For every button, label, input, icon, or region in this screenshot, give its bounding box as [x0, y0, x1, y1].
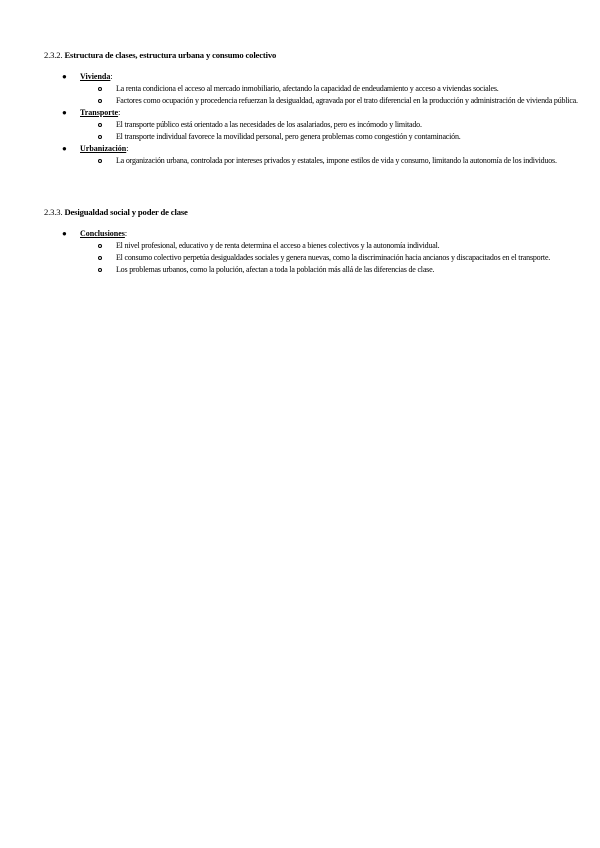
list-item: ● Vivienda: La renta condiciona el acceso al mercado inmobiliario, afectando la capacidad de endeudamiento y acceso a viviendas sociales. Factores como ocupación y procedencia refuerzan la desigualdad, agravada por el trato diferencial en la producción y administración de vivienda pública. — [44, 71, 584, 107]
sub-list-item — [80, 119, 584, 131]
sub-list-item — [80, 131, 584, 143]
list-item-term: Transporte — [80, 108, 119, 117]
circle-bullet-icon — [98, 268, 102, 272]
circle-bullet-icon — [98, 159, 102, 163]
bullet-icon: ● — [62, 108, 67, 117]
section-2-3-2 — [44, 49, 584, 167]
sub-list-item-text: La renta condiciona el acceso al mercado inmobiliario, afectando la capacidad de endeudamiento y acceso a viviendas sociales. — [116, 84, 499, 93]
sub-list-item-text: Los problemas urbanos, como la polución, afectan a toda la población más allá de las diferencias de clase. — [116, 265, 435, 274]
section-heading — [44, 49, 584, 61]
section-title: Estructura de clases, estructura urbana y consumo colectivo — [64, 50, 277, 60]
sub-list-item-text: El nivel profesional, educativo y de renta determina el acceso a bienes colectivos y la autonomía individual. — [116, 241, 440, 250]
sub-list-item-text: Factores como ocupación y procedencia refuerzan la desigualdad, agravada por el trato diferencial en la producción y administración de vivienda pública. — [116, 96, 578, 105]
section-2-3-3 — [44, 206, 584, 276]
sub-list-item — [80, 264, 584, 276]
sub-list-item-text: El consumo colectivo perpetúa desigualdades sociales y genera nuevas, como la discriminación hacia ancianos y discapacitados en el transporte. — [116, 253, 551, 262]
bullet-list — [44, 228, 584, 276]
sub-list-item — [80, 240, 584, 252]
sub-list-item-text: El transporte público está orientado a las necesidades de los asalariados, pero es incómodo y limitado. — [116, 120, 422, 129]
bullet-list — [44, 71, 584, 167]
sub-list-item — [80, 252, 584, 264]
list-item: ● Transporte: El transporte público está orientado a las necesidades de los asalariados, pero es incómodo y limitado. El transporte individual favorece la movilidad personal, pero genera problemas como congestión y contaminación. — [44, 107, 584, 143]
sub-list — [80, 155, 584, 167]
sub-list-item-text: La organización urbana, controlada por intereses privados y estatales, impone estilos de vida y consumo, limitando la autonomía de los individuos. — [116, 156, 557, 165]
circle-bullet-icon — [98, 99, 102, 103]
section-heading — [44, 206, 584, 218]
sub-list-item — [80, 155, 584, 167]
section-number: 2.3.3. — [44, 207, 63, 217]
sub-list — [80, 240, 584, 276]
section-title: Desigualdad social y poder de clase — [64, 207, 188, 217]
sub-list-item — [80, 83, 584, 95]
sub-list — [80, 83, 584, 107]
sub-list-item-text: El transporte individual favorece la movilidad personal, pero genera problemas como congestión y contaminación. — [116, 132, 461, 141]
bullet-icon: ● — [62, 229, 67, 238]
circle-bullet-icon — [98, 256, 102, 260]
circle-bullet-icon — [98, 123, 102, 127]
sub-list — [80, 119, 584, 143]
circle-bullet-icon — [98, 244, 102, 248]
list-item-term: Conclusiones — [80, 229, 125, 238]
circle-bullet-icon — [98, 87, 102, 91]
section-number: 2.3.2. — [44, 50, 63, 60]
list-item-term: Urbanización — [80, 144, 127, 153]
list-item: ● Urbanización: La organización urbana, controlada por intereses privados y estatales, impone estilos de vida y consumo, limitando la autonomía de los individuos. — [44, 143, 584, 167]
circle-bullet-icon — [98, 135, 102, 139]
sub-list-item — [80, 95, 584, 107]
list-item: ● Conclusiones: El nivel profesional, educativo y de renta determina el acceso a bienes colectivos y la autonomía individual. El consumo colectivo perpetúa desigualdades sociales y genera nuevas, como la discriminación hacia ancianos y discapacitados en el transporte. Los problemas urbanos, como la polución, afectan a toda la población más allá de las diferencias de clase. — [44, 228, 584, 276]
bullet-icon: ● — [62, 144, 67, 153]
bullet-icon: ● — [62, 72, 67, 81]
list-item-term: Vivienda — [80, 72, 111, 81]
